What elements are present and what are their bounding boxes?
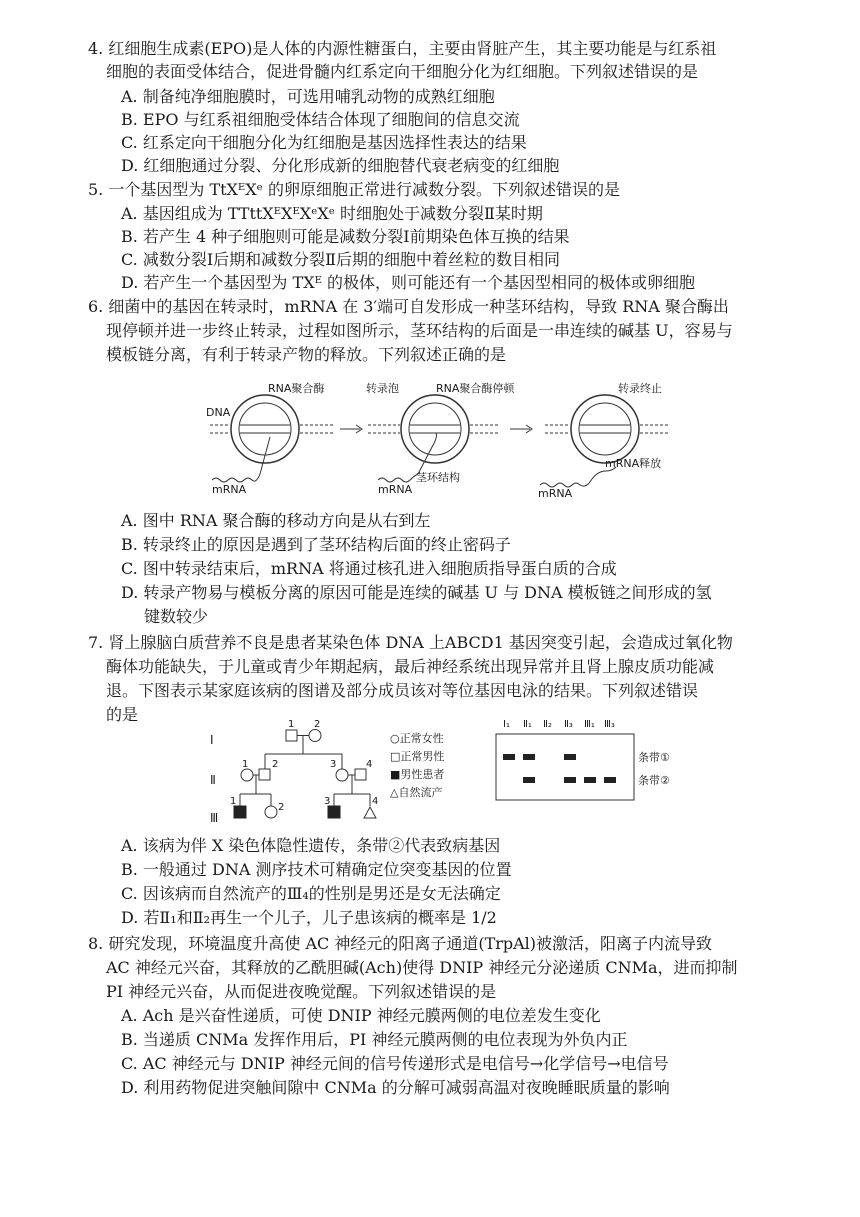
n-i1: 1 — [288, 719, 295, 730]
legend-normal-male: □正常男性 — [390, 750, 445, 763]
n-ii2: 2 — [272, 759, 279, 770]
q8-option-b: B. 当递质 CNMa 发挥作用后，PI 神经元膜两侧的电位表现为外负内正 — [121, 1030, 628, 1049]
q8-option-d: D. 利用药物促进突触间隙中 CNMa 的分解可减弱高温对夜晚睡眠质量的影响 — [121, 1078, 670, 1097]
q7-stem-line-3: 退。下图表示某家庭该病的图谱及部分成员该对等位基因电泳的结果。下列叙述错误 — [106, 681, 699, 700]
dna-in-bubble — [240, 425, 290, 433]
lane-label: Ⅲ₃ — [604, 719, 615, 730]
q6-stem-line-2: 现停顿并进一步终止转录，过程如图所示，茎环结构的后面是一串连续的碱基 U，容易与 — [106, 321, 733, 340]
q7-stem-line-1: 7. 肾上腺脑白质营养不良是患者某染色体 DNA 上ABCD1 基因突变引起，会造成过氧化物 — [88, 633, 733, 652]
mrna-label-2: mRNA — [378, 483, 413, 496]
q4-option-c: C. 红系定向干细胞分化为红细胞是基因选择性表达的结果 — [121, 133, 527, 152]
ii3-female — [336, 769, 348, 781]
bubble-label: 转录泡 — [366, 382, 399, 395]
transcription-figure — [200, 375, 760, 500]
q4-stem-line-2: 细胞的表面受体结合，促进骨髓内红系定向干细胞分化为红细胞。下列叙述错误的是 — [106, 62, 699, 81]
q8-option-a: A. Ach 是兴奋性递质，可使 DNIP 神经元膜两侧的电位差发生变化 — [121, 1006, 601, 1025]
gel-band — [564, 754, 576, 760]
i2-female — [309, 730, 321, 742]
generation-3: Ⅲ — [210, 811, 219, 825]
mrna-label-3: mRNA — [538, 487, 573, 500]
gel-band — [584, 777, 596, 783]
generation-1: Ⅰ — [210, 733, 214, 747]
ii4-male — [355, 769, 366, 780]
q7-option-c: C. 因该病而自然流产的Ⅲ₄的性别是男还是女无法确定 — [121, 884, 501, 903]
rnap-label: RNA聚合酶 — [268, 382, 325, 395]
gel-band — [604, 777, 616, 783]
transcription-bubble — [579, 403, 631, 455]
q8-stem-line-3: PI 神经元兴奋，从而促进夜晚觉醒。下列叙述错误的是 — [106, 982, 497, 1001]
legend-normal-female: ○正常女性 — [390, 732, 444, 745]
lane-label: Ⅱ₁ — [523, 719, 532, 730]
n-i2: 2 — [314, 719, 321, 730]
pause-label: RNA聚合酶停顿 — [436, 382, 515, 395]
n-iii3: 3 — [324, 796, 331, 807]
generation-2: Ⅱ — [210, 773, 216, 787]
pedigree-figure — [200, 712, 720, 827]
legend-affected-male: ■男性患者 — [390, 768, 445, 781]
gel-band — [564, 777, 576, 783]
q5-option-d: D. 若产生一个基因型为 TXᴱ 的极体，则可能还有一个基因型相同的极体或卵细胞 — [121, 273, 696, 292]
q8-option-c: C. AC 神经元与 DNIP 神经元间的信号传递形式是电信号→化学信号→电信号 — [121, 1054, 669, 1073]
transcription-bubble — [409, 403, 461, 455]
panel-3 — [538, 381, 670, 500]
q4-stem-line-1: 4. 红细胞生成素(EPO)是人体的内源性糖蛋白，主要由肾脏产生，其主要功能是与红系祖 — [88, 39, 717, 58]
iii3-affected-male — [328, 806, 340, 818]
iii1-affected-male — [234, 806, 246, 818]
rna-polymerase-circle — [401, 395, 469, 463]
gel-band — [523, 777, 535, 783]
n-ii4: 4 — [366, 759, 373, 770]
band-2-label: 条带② — [638, 774, 670, 787]
q6-option-a: A. 图中 RNA 聚合酶的移动方向是从右到左 — [121, 511, 431, 530]
lane-label: Ⅱ₃ — [564, 719, 573, 730]
legend-miscarriage: △自然流产 — [390, 786, 443, 799]
panel-1 — [206, 381, 335, 496]
i1-male — [286, 730, 297, 741]
q5-option-b: B. 若产生 4 种子细胞则可能是减数分裂Ⅰ前期染色体互换的结果 — [121, 227, 570, 246]
transcription-bubble — [239, 403, 291, 455]
q8-stem-line-1: 8. 研究发现，环境温度升高使 AC 神经元的阳离子通道(TrpAl)被激活，阳离子内流导致 — [88, 934, 713, 953]
q6-option-d: D. 转录产物易与模板分离的原因可能是连续的碱基 U 与 DNA 模板链之间形成的氢 — [121, 583, 712, 602]
termination-label: 转录终止 — [618, 382, 662, 395]
q6-option-c: C. 图中转录结束后，mRNA 将通过核孔进入细胞质指导蛋白质的合成 — [121, 559, 617, 578]
mrna-strand — [212, 437, 270, 482]
ii1-female — [241, 769, 253, 781]
dna-label: DNA — [206, 406, 231, 419]
lane-label: Ⅰ₁ — [503, 719, 510, 730]
mrna-label-1: mRNA — [212, 483, 247, 496]
n-iii4: 4 — [372, 796, 379, 807]
panel-2 — [366, 381, 515, 496]
gel-box — [496, 734, 634, 800]
n-iii1: 1 — [230, 796, 237, 807]
band-1-label: 条带① — [638, 751, 670, 764]
q6-option-b: B. 转录终止的原因是遇到了茎环结构后面的终止密码子 — [121, 535, 511, 554]
q5-option-c: C. 减数分裂Ⅰ后期和减数分裂Ⅱ后期的细胞中着丝粒的数目相同 — [121, 250, 561, 269]
iii2-female — [265, 806, 277, 818]
q6-stem-line-1: 6. 细菌中的基因在转录时，mRNA 在 3′端可自发形成一种茎环结构，导致 RNA 聚合酶出 — [88, 297, 729, 316]
dna-in-bubble — [410, 425, 460, 433]
gel-band — [523, 754, 535, 760]
lane-label: Ⅱ₂ — [543, 719, 552, 730]
q5-stem-line-1: 5. 一个基因型为 TtXᴱXᵉ 的卵原细胞正常进行减数分裂。下列叙述错误的是 — [88, 180, 620, 199]
stemloop-label: 茎环结构 — [416, 471, 460, 484]
q7-option-a: A. 该病为伴 X 染色体隐性遗传，条带②代表致病基因 — [121, 836, 501, 855]
lane-label: Ⅲ₁ — [584, 719, 595, 730]
rna-polymerase-circle — [231, 395, 299, 463]
n-ii1: 1 — [242, 759, 249, 770]
dna-in-bubble — [580, 425, 630, 433]
q6-stem-line-3: 模板链分离，有利于转录产物的释放。下列叙述正确的是 — [106, 345, 507, 364]
q4-option-a: A. 制备纯净细胞膜时，可选用哺乳动物的成熟红细胞 — [121, 87, 495, 106]
q7-option-b: B. 一般通过 DNA 测序技术可精确定位突变基因的位置 — [121, 860, 512, 879]
q4-option-b: B. EPO 与红系祖细胞受体结合体现了细胞间的信息交流 — [121, 110, 520, 129]
q8-stem-line-2: AC 神经元兴奋，其释放的乙酰胆碱(Ach)使得 DNIP 神经元分泌递质 CNMa，进而抑制 — [106, 958, 738, 977]
q7-stem-line-2: 酶体功能缺失，于儿童或青少年期起病，最后神经系统出现异常并且肾上腺皮质功能减 — [106, 657, 715, 676]
gel-band — [503, 754, 515, 760]
ii2-male — [259, 769, 270, 780]
gel-lane-labels — [503, 719, 615, 730]
iii4-miscarriage — [364, 807, 376, 818]
release-label: mRNA释放 — [605, 457, 662, 470]
n-ii3: 3 — [330, 759, 337, 770]
q7-stem-line-4: 的是 — [106, 705, 139, 724]
q4-option-d: D. 红细胞通过分裂、分化形成新的细胞替代衰老病变的红细胞 — [121, 156, 560, 175]
q7-option-d: D. 若Ⅱ₁和Ⅱ₂再生一个儿子，儿子患该病的概率是 1/2 — [121, 908, 497, 927]
released-mrna — [540, 467, 616, 487]
q5-option-a: A. 基因组成为 TTttXᴱXᴱXᵉXᵉ 时细胞处于减数分裂Ⅱ某时期 — [121, 204, 543, 223]
n-iii2: 2 — [278, 802, 285, 813]
q6-option-d-cont: 键数较少 — [144, 607, 209, 626]
rna-polymerase-circle — [571, 395, 639, 463]
